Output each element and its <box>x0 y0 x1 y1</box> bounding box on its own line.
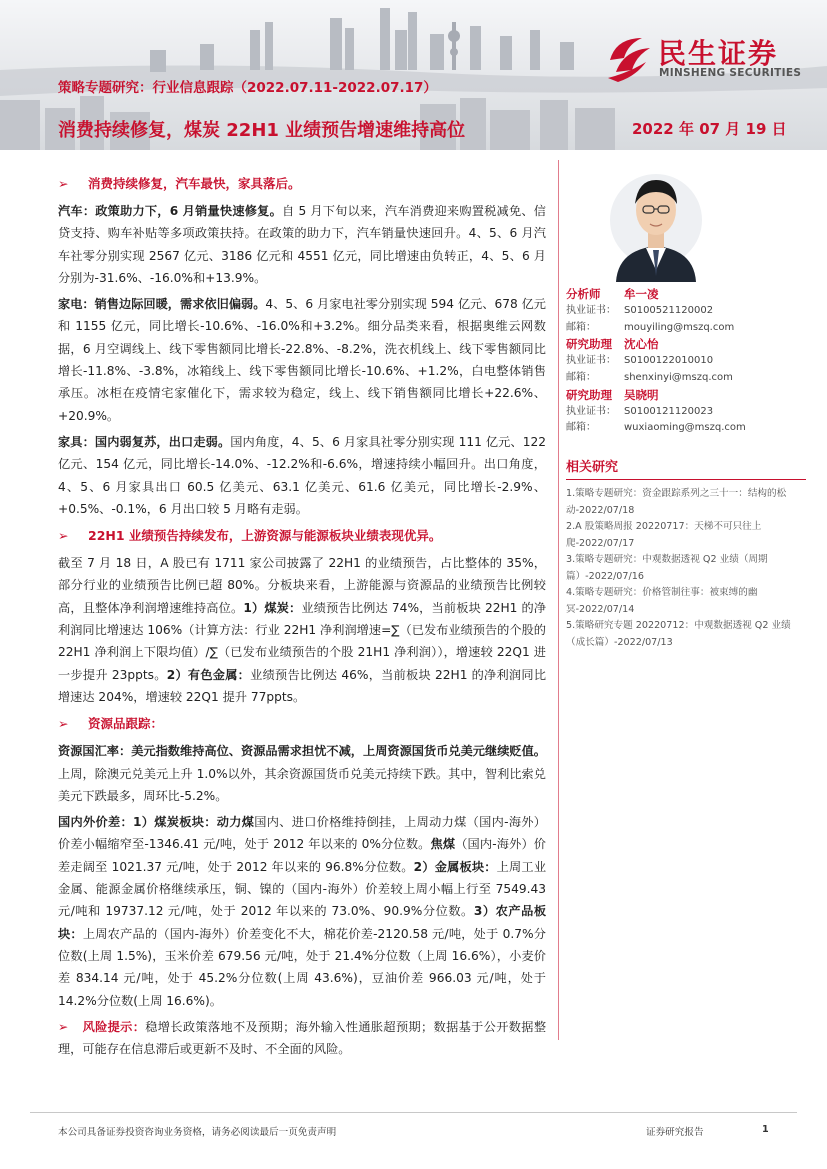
section-heading-earnings: ➢ 22H1 业绩预告持续发布，上游资源与能源板块业绩表现优异。 <box>58 524 546 548</box>
related-research-item[interactable]: 3.策略专题研究：中观数据透视 Q2 业绩（周期篇）-2022/07/16 <box>566 554 768 582</box>
cert-number: S0100122010010 <box>624 355 714 367</box>
paragraph-furniture: 家具：国内弱复苏，出口走弱。国内角度，4、5、6 月家具社零分别实现 111 亿元、122 亿元、154 亿元，同比增长-14.0%、-12.2%和-6.6%，增速持续小幅回升。出口角度， 4、5、6 月家具出口 60.5 亿美元、63.1 亿美元、61.6 亿美元，同比增长-2.9%、+0.5%、-0.1%，6 月出口较 5 月略有走弱。 <box>58 434 546 516</box>
analyst-block <box>566 387 806 437</box>
analyst-list <box>566 286 806 437</box>
column-divider <box>558 160 559 1040</box>
footer-divider <box>30 1112 797 1113</box>
page-title: 消费持续修复，煤炭 22H1 业绩预告增速维持高位 <box>58 120 466 141</box>
cert-label: 执业证书： <box>566 405 616 417</box>
analyst-name: 牟一凌 <box>624 287 659 301</box>
analyst-role: 研究助理 <box>566 387 612 402</box>
analyst-photo <box>608 158 704 282</box>
minsheng-logo-icon <box>606 32 654 84</box>
section-heading-consumption: ➢ 消费持续修复，汽车最快，家具落后。 <box>58 172 546 196</box>
analyst-portrait-icon <box>608 158 704 282</box>
analyst-name: 吴晓明 <box>624 387 659 402</box>
analyst-block <box>566 336 806 386</box>
paragraph-fx: 资源国汇率：美元指数维持高位、资源品需求担忧不减，上周资源国货币兑美元继续贬值。上周，除澳元兑美元上升 1.0%以外，其余资源国货币兑美元持续下跌。其中，智利比索兑美元下跌最多，周环比-5.2%。 <box>58 744 546 803</box>
analyst-role: 分析师 <box>566 287 601 301</box>
cert-label: 执业证书： <box>566 304 616 316</box>
arrow-bullet-icon: ➢ <box>58 528 69 544</box>
arrow-bullet-icon: ➢ <box>58 1019 69 1034</box>
analyst-email[interactable]: mouyiling@mszq.com <box>624 321 735 333</box>
analyst-role: 研究助理 <box>566 337 612 352</box>
header-banner <box>0 0 827 150</box>
page-number: 1 <box>762 1124 769 1135</box>
analyst-email[interactable]: wuxiaoming@mszq.com <box>624 422 746 434</box>
report-type: 策略专题研究：行业信息跟踪（2022.07.11-2022.07.17） <box>58 80 437 96</box>
related-research-item[interactable]: 2.A 股策略周报 20220717：天梯不可只往上爬-2022/07/17 <box>566 521 762 549</box>
arrow-bullet-icon: ➢ <box>58 716 69 732</box>
related-research-item[interactable]: 1.策略专题研究：资金跟踪系列之三十一：结构的松动-2022/07/18 <box>566 488 787 516</box>
cert-label: 执业证书： <box>566 355 616 367</box>
email-label: 邮箱： <box>566 422 596 434</box>
related-research-item[interactable]: 5.策略研究专题 20220712：中观数据透视 Q2 业绩（成长篇）-2022/07/13 <box>566 620 791 648</box>
paragraph-risk: ➢ 风险提示：稳增长政策落地不及预期；海外输入性通胀超预期；数据基于公开数据整理，可能存在信息滞后或更新不及时、不全面的风险。 <box>58 1019 547 1057</box>
company-logo <box>606 30 806 86</box>
section-heading-resources: ➢ 资源品跟踪： <box>58 712 546 736</box>
logo-text: 民生证券 <box>658 37 779 70</box>
logo-subtitle: MINSHENG SECURITIES <box>659 67 802 79</box>
cert-number: S0100521120002 <box>624 304 714 316</box>
footer-report-kind: 证券研究报告 <box>646 1127 704 1138</box>
email-label: 邮箱： <box>566 371 596 383</box>
email-label: 邮箱： <box>566 321 596 333</box>
main-content <box>58 172 546 1060</box>
related-research-title: 相关研究 <box>566 456 806 480</box>
paragraph-appliance: 家电：销售边际回暖，需求依旧偏弱。4、5、6 月家电社零分别实现 594 亿元、678 亿元和 1155 亿元，同比增长-10.6%、-16.0%和+3.2%。细分品类来看，根据奥维云网数据，6 月空调线上、线下零售额同比增长-22.8%、-8.2%，洗衣机线上、线下零售额同比增长-11.8%、-3.8%，冰箱线上、线下零售额同比增长-10.6%、+1.2%，白电整体销售承压。冰柜在疫情宅家催化下，需求较为稳定，线上、线下销售额同比增长+22.6%、+20.9%。 <box>58 297 546 423</box>
paragraph-earnings: 截至 7 月 18 日，A 股已有 1711 家公司披露了 22H1 的业绩预告，占比整体的 35%，部分行业的业绩预告比例已超 80%。分板块来看，上游能源与资源品的业绩预告比例较高，且整体净利润增速维持高位。1）煤炭：业绩预告比例达 74%，当前板块 22H1 的净利润同比增速达 106%（计算方法：行业 22H1 净利润增速=∑（已发布业绩预告的个股的 22H1 净利润上下限均值）/∑（已发布业绩预告的个股 21H1 净利润）），增速较 22Q1 进一步提升 23ppts。2）有色金属：业绩预告比例达 46%，当前板块 22H1 的净利润同比增速达 204%，增速较 22Q1 提升 77ppts。 <box>58 556 547 704</box>
paragraph-auto: 汽车：政策助力下，6 月销量快速修复。自 5 月下旬以来，汽车消费迎来购置税减免、信贷支持、购车补贴等多项政策扶持。在政策的助力下，汽车销量快速回升。4、5、6 月汽车社零分别实现 2567 亿元、3186 亿元和 4551 亿元，同比增速由负转正，4、5、6 月分别为-31.6%、-16.0%和+13.9%。 <box>58 204 546 285</box>
analyst-block <box>566 286 806 336</box>
analyst-email[interactable]: shenxinyi@mszq.com <box>624 371 733 383</box>
related-research <box>566 456 806 651</box>
paragraph-spread: 国内外价差：1）煤炭板块：动力煤国内、进口价格维持倒挂，上周动力煤（国内-海外）价差小幅缩窄至-1346.41 元/吨，处于 2012 年以来的 0%分位数。焦煤（国内-海外）价差走阔至 1021.37 元/吨，处于 2012 年以来的 96.8%分位数。2）金属板块：上周工业金属、能源金属价格继续承压，铜、镍的（国内-海外）价差较上周小幅上行至 7549.43 元/吨和 19737.12 元/吨，处于 2012 年以来的 73.0%、90.9%分位数。3）农产品板块：上周农产品的（国内-海外）价差变化不大，棉花价差-2120.58 元/吨，处于 0.7%分位数(上周 1.5%)，玉米价差 679.56 元/吨，处于 21.4%分位数（上周 16.6%），小麦价差 834.14 元/吨，处于 45.2%分位数(上周 43.6%)，豆油价差 966.03 元/吨，处于 14.2%分位数(上周 16.6%)。 <box>58 815 547 1008</box>
analyst-name: 沈心怡 <box>624 337 659 352</box>
related-research-item[interactable]: 4.策略专题研究：价格管制往事：被束缚的幽冥-2022/07/14 <box>566 587 758 615</box>
footer-disclaimer: 本公司具备证券投资咨询业务资格，请务必阅读最后一页免责声明 <box>58 1127 337 1138</box>
arrow-bullet-icon: ➢ <box>58 176 69 191</box>
cert-number: S0100121120023 <box>624 405 714 417</box>
report-date: 2022 年 07 月 19 日 <box>632 120 787 138</box>
